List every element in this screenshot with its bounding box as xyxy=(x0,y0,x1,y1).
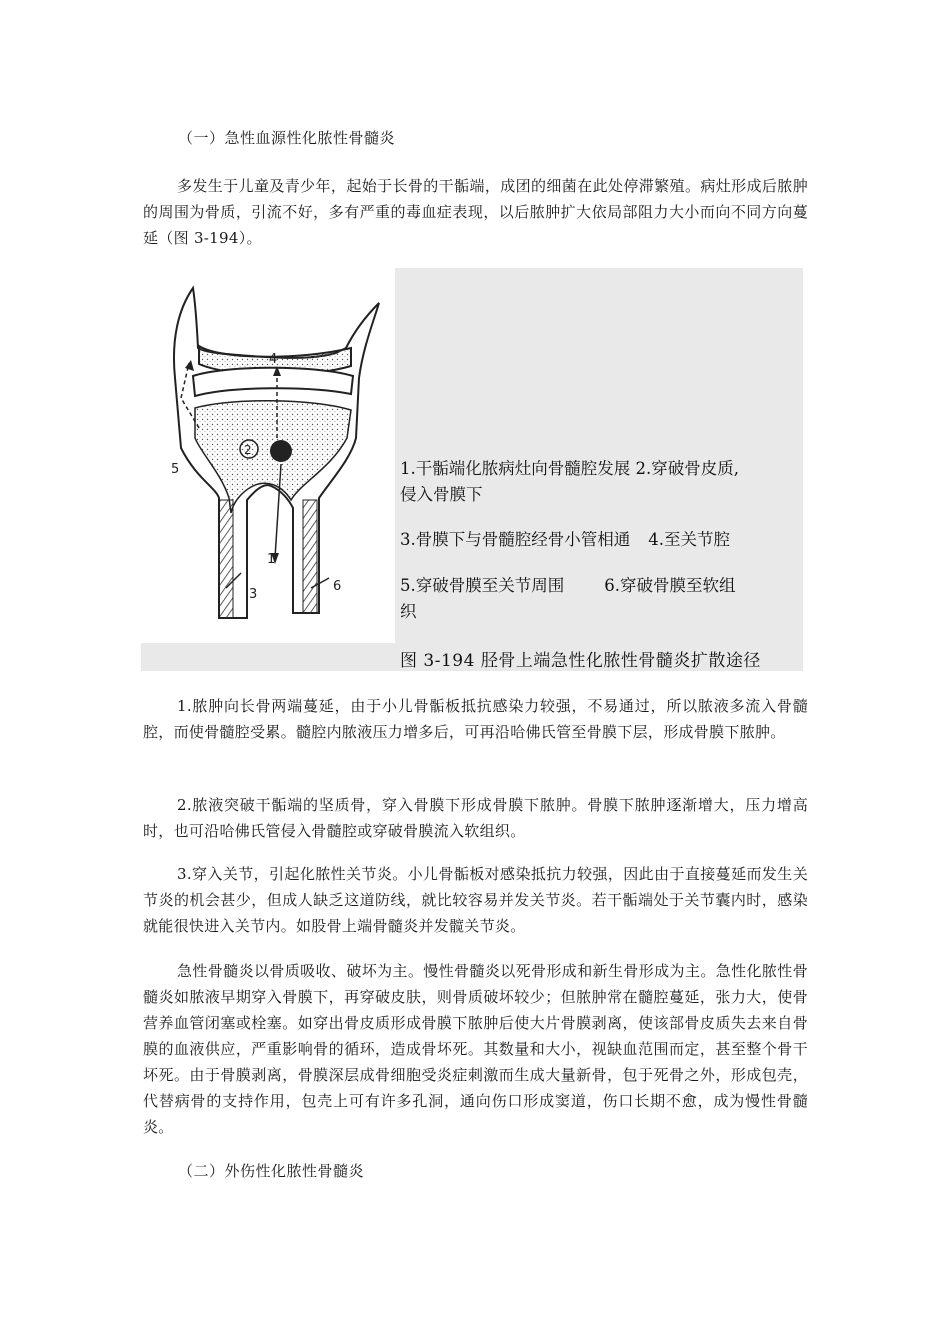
legend-line-3 xyxy=(400,573,736,599)
intro-paragraph: 多发生于儿童及青少年，起始于长骨的干骺端，成团的细菌在此处停滞繁殖。病灶形成后脓肿的周围为骨质，引流不好，多有严重的毒血症表现，以后脓肿扩大依局部阻力大小而向不同方向蔓延（图 3-194）。 xyxy=(143,177,808,247)
cortex-right xyxy=(303,500,317,613)
legend-item-6: 6.穿破骨膜至软组 xyxy=(604,576,736,595)
diagram-label-4: 4 xyxy=(269,352,278,367)
legend-item-4: 4.至关节腔 xyxy=(648,530,730,549)
tibia-diagram-svg xyxy=(141,268,395,643)
section-heading-traumatic: （二）外伤性化脓性骨髓炎 xyxy=(178,1162,365,1180)
cortex-left xyxy=(219,500,233,618)
abscess-focus xyxy=(270,440,292,462)
diagram-label-5: 5 xyxy=(171,462,180,477)
paragraph-2: 2.脓液突破干骺端的坚质骨，穿入骨膜下形成骨膜下脓肿。骨膜下脓肿逐渐增大，压力增高时，也可沿哈佛氏管侵入骨髓腔或穿破骨膜流入软组织。 xyxy=(143,796,808,840)
paragraph-4: 急性骨髓炎以骨质吸收、破坏为主。慢性骨髓炎以死骨形成和新生骨形成为主。急性化脓性骨髓炎如脓液早期穿入骨膜下，再穿破皮肤，则骨质破坏较少；但脓肿常在髓腔蔓延，张力大，使骨营养血管闭塞或栓塞。如穿出骨皮质形成骨膜下脓肿后使大片骨膜剥离，使该部骨皮质失去来自骨膜的血液供应，严重影响骨的循环，造成骨坏死。其数量和大小，视缺血范围而定，甚至整个骨干坏死。由于骨膜剥离，骨膜深层成骨细胞受炎症刺激而生成大量新骨，包于死骨之外，形成包壳，代替病骨的支持作用，包壳上可有许多孔洞，通向伤口形成窦道，伤口长期不愈，成为慢性骨髓炎。 xyxy=(143,962,808,1136)
figure-caption: 图 3-194 胫骨上端急性化脓性骨髓炎扩散途径 xyxy=(400,651,761,671)
tibia-diagram xyxy=(141,268,395,643)
diagram-label-6: 6 xyxy=(333,579,342,594)
legend-line-1: 1.干骺端化脓病灶向骨髓腔发展 2.穿破骨皮质, xyxy=(400,459,739,478)
diagram-label-3: 3 xyxy=(249,587,258,602)
legend-item-3: 3.骨膜下与骨髓腔经骨小管相通 xyxy=(400,530,631,549)
legend-line-3b: 织 xyxy=(400,602,417,621)
diagram-label-2: 2 xyxy=(244,443,252,457)
paragraph-3: 3.穿入关节，引起化脓性关节炎。小儿骨骺板对感染抵抗力较强，因此由于直接蔓延而发生关节炎的机会甚少，但成人缺乏这道防线，就比较容易并发关节炎。若干骺端处于关节囊内时，感染就能很快进入关节内。如股骨上端骨髓炎并发髋关节炎。 xyxy=(143,865,808,935)
paragraph-1: 1.脓肿向长骨两端蔓延，由于小儿骨骺板抵抗感染力较强，不易通过，所以脓液多流入骨髓腔，而使骨髓腔受累。髓腔内脓液压力增多后，可再沿哈佛氏管至骨膜下层，形成骨膜下脓肿。 xyxy=(143,697,808,741)
legend-line-1b: 侵入骨膜下 xyxy=(400,485,483,504)
section-heading-acute: （一）急性血源性化脓性骨髓炎 xyxy=(178,129,396,147)
legend-line-2 xyxy=(400,527,730,553)
diagram-label-1: 1 xyxy=(267,552,276,567)
legend-item-5: 5.穿破骨膜至关节周围 xyxy=(400,576,565,595)
